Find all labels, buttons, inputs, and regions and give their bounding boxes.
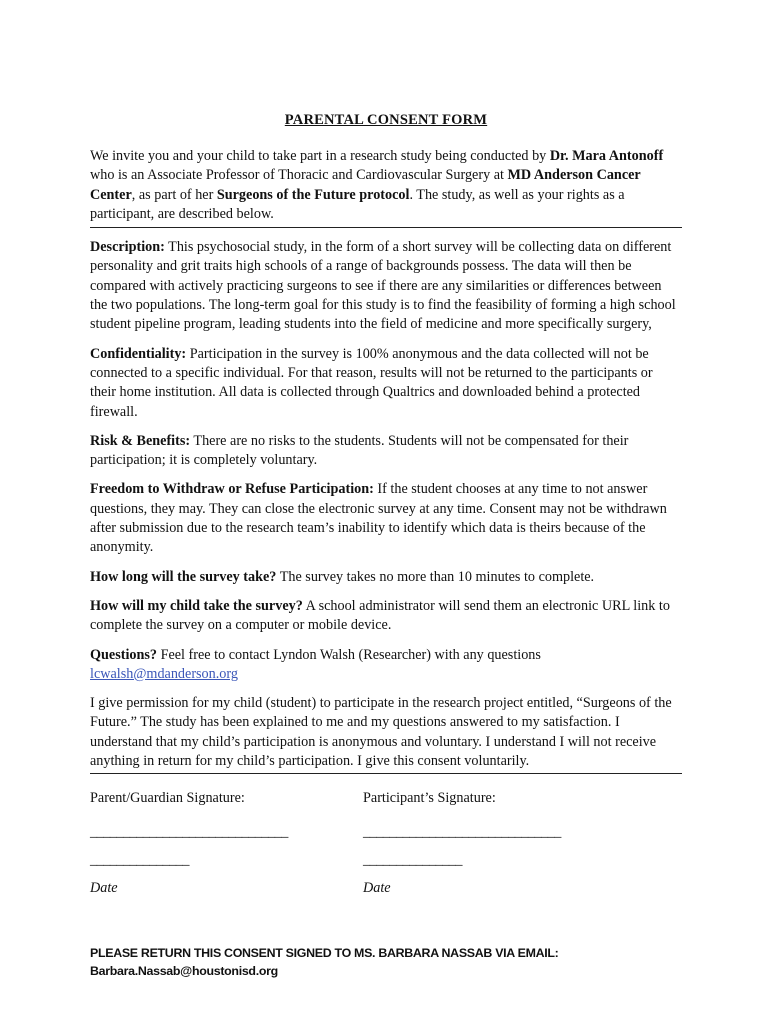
parent-date-label: Date bbox=[90, 880, 118, 897]
permission-statement: I give permission for my child (student) to participate in the research project entitled, “Surgeons of the Future.” The study has been explained to me and my questions answered to my satisfaction. I understand that my child’s participation is anonymous and voluntary. I understand I will not receive anything in return for my child’s participation. I give this consent voluntarily. bbox=[90, 694, 682, 774]
intro-text-1: We invite you and your child to take part in a research study being conducted by bbox=[90, 148, 550, 164]
survey-duration-heading: How long will the survey take? bbox=[90, 568, 277, 585]
confidentiality-text: Participation in the survey is 100% anonymous and the data collected will not be connected to a specific individual. For that reason, results will not be returned to the participants or their home institution. All data is collected through Qualtrics and downloaded behind a protected firewall. bbox=[90, 345, 653, 420]
intro-text-3: , as part of her bbox=[131, 186, 217, 203]
participant-date-line[interactable]: _______________ bbox=[363, 852, 462, 869]
participant-signature-column bbox=[363, 790, 561, 897]
description-text: This psychosocial study, in the form of a short survey will be collecting data on different personality and grit traits high schools of a range of backgrounds possess. The data will then be compared with actively practicing surgeons to see if there are any similarities or differences between the two populations. The long-term goal for this study is to find the feasibility of forming a high school student pipeline program, leading students into the field of medicine and more specifically surgery, bbox=[90, 239, 676, 333]
survey-duration-text: The survey takes no more than 10 minutes to complete. bbox=[276, 568, 595, 585]
survey-method-section bbox=[90, 597, 682, 636]
survey-method-heading: How will my child take the survey? bbox=[90, 597, 303, 614]
survey-duration-section bbox=[90, 568, 682, 587]
researcher-email-link[interactable]: lcwalsh@mdanderson.org bbox=[90, 665, 238, 682]
description-heading: Description: bbox=[90, 239, 165, 256]
parent-signature-line[interactable]: ______________________________ bbox=[90, 824, 288, 841]
risk-benefits-section bbox=[90, 432, 682, 471]
return-instructions bbox=[90, 944, 559, 980]
consent-form bbox=[90, 112, 682, 900]
signature-area bbox=[90, 790, 682, 900]
intro-text-4: . The study, as well as your rights as a participant, are described below. bbox=[90, 186, 625, 222]
intro-text-2: who is an Associate Professor of Thoracic and Cardiovascular Surgery at bbox=[90, 167, 508, 184]
cancer-center-name: MD Anderson Cancer Center bbox=[90, 167, 641, 203]
participant-signature-label: Participant’s Signature: bbox=[363, 790, 496, 807]
questions-section bbox=[90, 646, 682, 685]
survey-method-text: A school administrator will send them an electronic URL link to complete the survey on a computer or mobile device. bbox=[90, 597, 670, 634]
description-section bbox=[90, 238, 682, 334]
parent-date-line[interactable]: _______________ bbox=[90, 852, 189, 869]
participant-date-label: Date bbox=[363, 880, 391, 897]
parent-signature-column bbox=[90, 790, 288, 897]
protocol-name: Surgeons of the Future protocol bbox=[216, 186, 410, 203]
intro-paragraph bbox=[90, 147, 682, 228]
parent-signature-label: Parent/Guardian Signature: bbox=[90, 790, 245, 807]
confidentiality-heading: Confidentiality: bbox=[90, 345, 187, 362]
freedom-withdraw-text: If the student chooses at any time to not answer questions, they may. They can close the electronic survey at any time. Consent may not be withdrawn after submission due to the research team’s inability to identify which data is theirs because of the anonymity. bbox=[90, 481, 667, 556]
freedom-withdraw-heading: Freedom to Withdraw or Refuse Participation: bbox=[90, 481, 374, 498]
confidentiality-section bbox=[90, 345, 682, 422]
return-instructions-line: PLEASE RETURN THIS CONSENT SIGNED TO MS. BARBARA NASSAB VIA EMAIL: bbox=[90, 946, 559, 960]
questions-text: Feel free to contact Lyndon Walsh (Researcher) with any questions bbox=[157, 646, 541, 663]
return-email: Barbara.Nassab@houstonisd.org bbox=[90, 964, 278, 978]
doctor-name: Dr. Mara Antonoff bbox=[549, 148, 664, 164]
freedom-withdraw-section bbox=[90, 480, 682, 557]
risk-benefits-heading: Risk & Benefits: bbox=[90, 432, 191, 449]
participant-signature-line[interactable]: ______________________________ bbox=[363, 824, 561, 841]
risk-benefits-text: There are no risks to the students. Students will not be compensated for their participation; it is completely voluntary. bbox=[90, 432, 629, 469]
questions-heading: Questions? bbox=[90, 646, 158, 663]
page-title: PARENTAL CONSENT FORM bbox=[284, 112, 488, 128]
